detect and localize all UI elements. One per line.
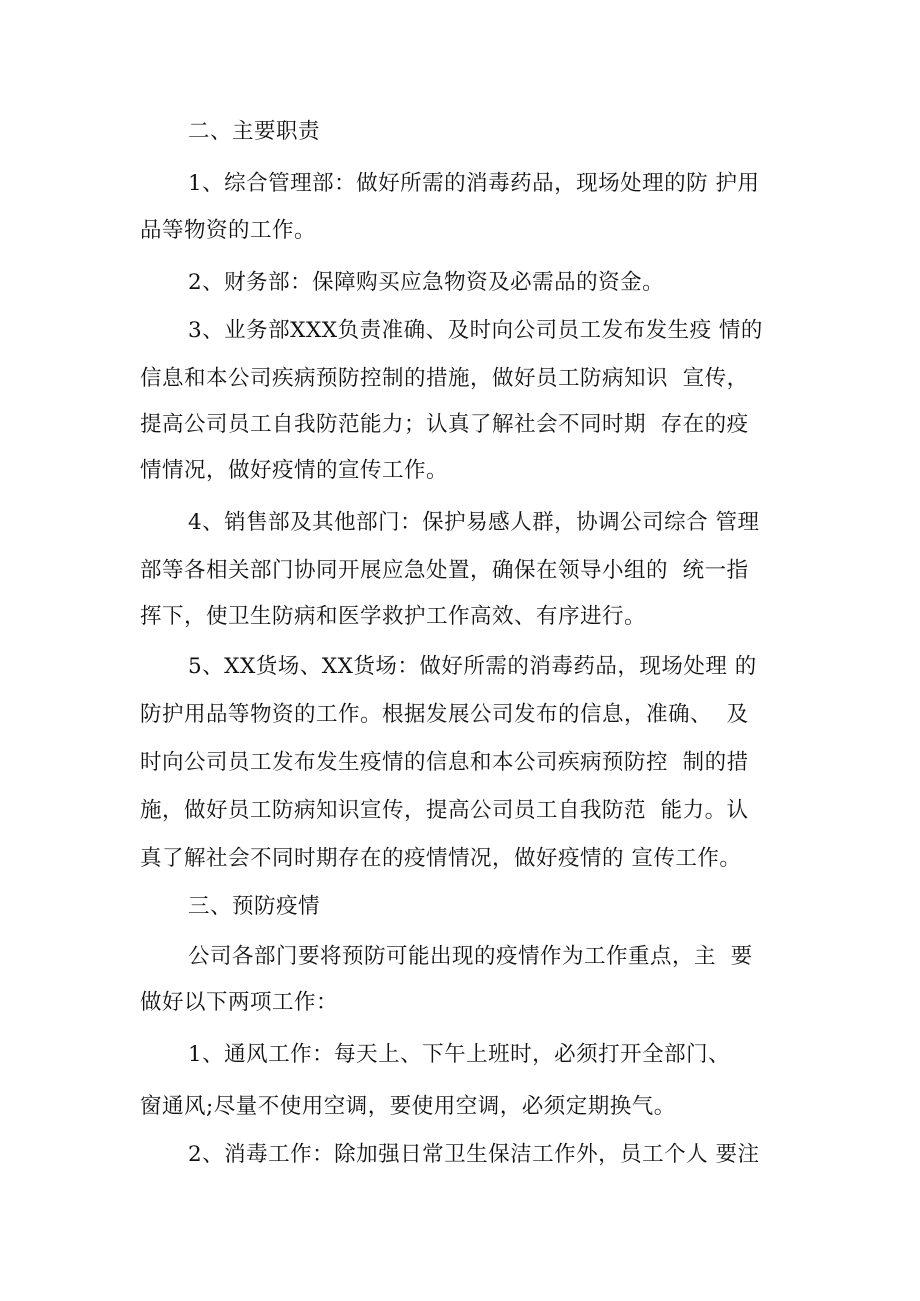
paragraph-line: 窗通风;尽量不使用空调，要使用空调，必须定期换气。 (140, 1094, 676, 1119)
paragraph-line: 部等各相关部门协同开展应急处置，确保在领导小组的 统一指 (140, 558, 749, 583)
paragraph-line: 信息和本公司疾病预防控制的措施，做好员工防病知识 宣传， (140, 366, 749, 391)
paragraph-line: 真了解社会不同时期存在的疫情情况，做好疫情的 宣传工作。 (140, 846, 742, 871)
paragraph-line: 1、通风工作：每天上、下午上班时，必须打开全部门、 (188, 1042, 731, 1067)
paragraph-line: 3、业务部XXX负责准确、及时向公司员工发布发生疫 情的 (188, 318, 763, 343)
paragraph-line: 防护用品等物资的工作。根据发展公司发布的信息，准确、 及 (140, 702, 749, 727)
paragraph-line: 公司各部门要将预防可能出现的疫情作为工作重点，主 要 (188, 944, 753, 969)
paragraph-line: 情情况，做好疫情的宣传工作。 (140, 458, 449, 483)
paragraph-line: 5、XX货场、XX货场：做好所需的消毒药品，现场处理 的 (188, 654, 757, 679)
section-heading-main-duties: 二、主要职责 (188, 119, 321, 144)
paragraph-line: 1、综合管理部：做好所需的消毒药品，现场处理的防 护用 (188, 171, 760, 196)
paragraph-line: 提高公司员工自我防范能力；认真了解社会不同时期 存在的疫 (140, 412, 749, 437)
paragraph-line: 挥下，使卫生防病和医学救护工作高效、有序进行。 (140, 604, 647, 629)
paragraph-line: 时向公司员工发布发生疫情的信息和本公司疾病预防控 制的措 (140, 750, 749, 775)
paragraph-line: 4、销售部及其他部门：保护易感人群，协调公司综合 管理 (188, 510, 760, 535)
paragraph-line: 2、消毒工作：除加强日常卫生保洁工作外，员工个人 要注 (188, 1142, 760, 1167)
paragraph-line: 品等物资的工作。 (140, 218, 317, 243)
paragraph-line: 施，做好员工防病知识宣传，提高公司员工自我防范 能力。认 (140, 798, 749, 823)
paragraph-line: 2、财务部：保障购买应急物资及必需品的资金。 (188, 270, 665, 295)
paragraph-line: 做好以下两项工作： (140, 990, 339, 1015)
section-heading-prevention: 三、预防疫情 (188, 894, 321, 919)
